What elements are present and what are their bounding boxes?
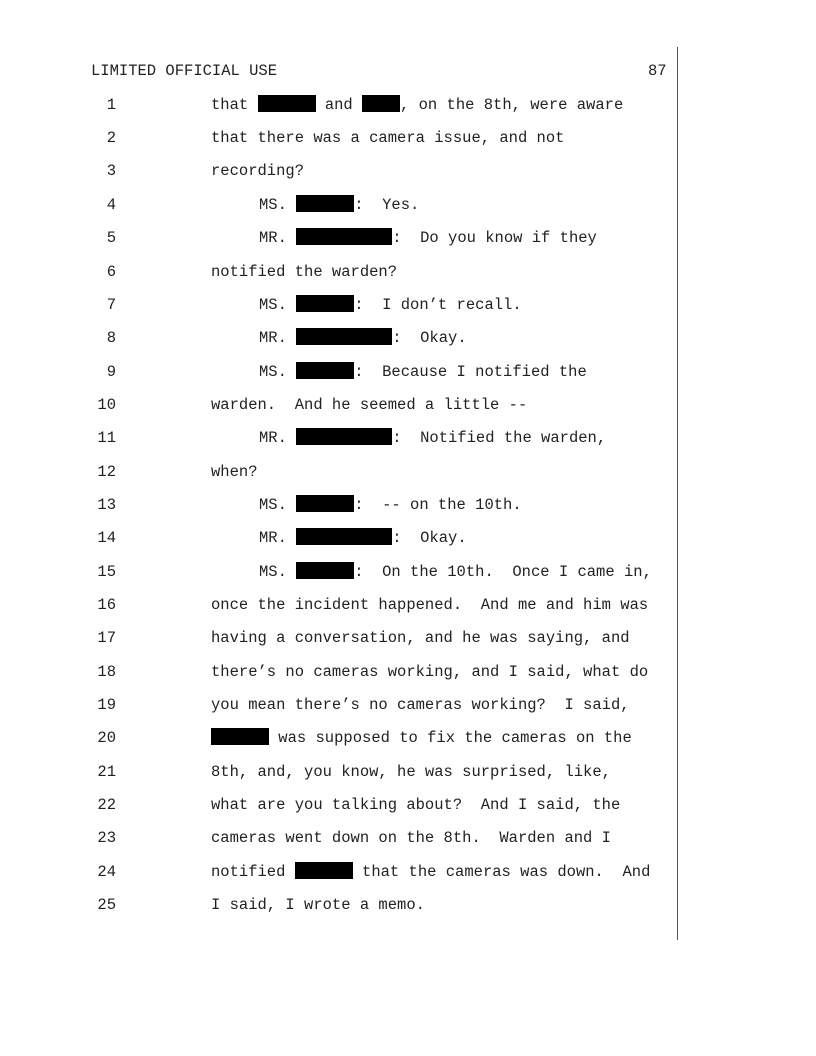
transcript-line: [0, 895, 816, 915]
line-text-segment: having a conversation, and he was saying, and: [211, 629, 630, 647]
line-number: 7: [106, 296, 116, 314]
redaction-box: [296, 228, 392, 245]
redaction-box: [362, 95, 400, 112]
line-text-segment: MS.: [259, 296, 297, 314]
transcript-line: [0, 695, 816, 715]
line-number: 18: [97, 663, 116, 681]
transcript-line: [0, 228, 816, 248]
line-text: [211, 828, 611, 848]
line-text-segment: : Okay.: [392, 529, 467, 547]
line-text-segment: : I don’t recall.: [354, 296, 522, 314]
transcript-line: [0, 662, 816, 682]
line-text-segment: MS.: [259, 196, 297, 214]
redaction-box: [295, 862, 353, 879]
line-text: [211, 395, 527, 415]
line-text-segment: MR.: [259, 429, 297, 447]
line-text: [211, 695, 630, 715]
transcript-line: [0, 428, 816, 448]
line-number: 16: [97, 596, 116, 614]
line-text-segment: notified: [211, 863, 295, 881]
line-text-segment: once the incident happened. And me and him was: [211, 596, 649, 614]
line-number: 13: [97, 496, 116, 514]
line-text: [211, 895, 425, 915]
line-text-segment: , on the 8th, were aware: [400, 96, 624, 114]
line-text: [211, 595, 648, 615]
transcript-line: [0, 795, 816, 815]
transcript-line: [0, 262, 816, 282]
line-number: 24: [97, 863, 116, 881]
line-text: [211, 795, 620, 815]
line-text: [211, 662, 648, 682]
line-text-segment: MS.: [259, 496, 297, 514]
line-text-segment: MR.: [259, 529, 297, 547]
line-number: 2: [106, 129, 116, 147]
line-number: 15: [97, 563, 116, 581]
line-number: 1: [106, 96, 116, 114]
line-text: [259, 428, 606, 448]
line-text: [259, 528, 467, 548]
line-text-segment: 8th, and, you know, he was surprised, like,: [211, 763, 611, 781]
redaction-box: [296, 495, 354, 512]
line-text-segment: : Okay.: [392, 329, 467, 347]
line-text: [259, 295, 522, 315]
line-number: 25: [97, 896, 116, 914]
redaction-box: [296, 195, 354, 212]
line-text: [211, 728, 632, 748]
line-text-segment: that there was a camera issue, and not: [211, 129, 565, 147]
line-text: [259, 228, 597, 248]
line-text-segment: and: [315, 96, 363, 114]
line-number: 12: [97, 463, 116, 481]
line-text: [259, 362, 587, 382]
redaction-box: [296, 528, 392, 545]
line-text-segment: when?: [211, 463, 258, 481]
transcript-line: [0, 562, 816, 582]
line-text: [259, 562, 652, 582]
line-text-segment: : Notified the warden,: [392, 429, 607, 447]
line-text-segment: MS.: [259, 563, 297, 581]
transcript-line: [0, 95, 816, 115]
line-text-segment: MR.: [259, 229, 297, 247]
line-text-segment: : -- on the 10th.: [354, 496, 522, 514]
line-number: 20: [97, 729, 116, 747]
line-text: [211, 862, 650, 882]
redaction-box: [258, 95, 316, 112]
transcript-line: [0, 595, 816, 615]
line-text: [259, 195, 419, 215]
transcript-line: [0, 495, 816, 515]
line-number: 5: [106, 229, 116, 247]
transcript-line: [0, 195, 816, 215]
transcript-line: [0, 862, 816, 882]
line-text-segment: there’s no cameras working, and I said, what do: [211, 663, 649, 681]
redaction-box: [296, 362, 354, 379]
transcript-line: [0, 395, 816, 415]
redaction-box: [296, 562, 354, 579]
line-number: 3: [106, 162, 116, 180]
page-number: 87: [648, 62, 667, 80]
line-number: 23: [97, 829, 116, 847]
transcript-line: [0, 628, 816, 648]
transcript-line: [0, 728, 816, 748]
line-number: 10: [97, 396, 116, 414]
line-text-segment: warden. And he seemed a little --: [211, 396, 528, 414]
line-text: [211, 128, 564, 148]
transcript-line: [0, 295, 816, 315]
line-number: 8: [106, 329, 116, 347]
line-text-segment: what are you talking about? And I said, the: [211, 796, 621, 814]
line-number: 14: [97, 529, 116, 547]
transcript-line: [0, 828, 816, 848]
line-number: 21: [97, 763, 116, 781]
line-number: 11: [97, 429, 116, 447]
line-number: 6: [106, 263, 116, 281]
line-text-segment: that the cameras was down. And: [352, 863, 651, 881]
redaction-box: [296, 295, 354, 312]
line-text-segment: was supposed to fix the cameras on the: [269, 729, 632, 747]
line-text: [211, 762, 611, 782]
transcript-line: [0, 462, 816, 482]
line-text-segment: cameras went down on the 8th. Warden and I: [211, 829, 611, 847]
line-text-segment: : Do you know if they: [392, 229, 597, 247]
line-text: [211, 161, 304, 181]
line-number: 19: [97, 696, 116, 714]
line-text: [259, 495, 522, 515]
transcript-line: [0, 328, 816, 348]
transcript-line: [0, 528, 816, 548]
line-text: [259, 328, 467, 348]
line-number: 9: [106, 363, 116, 381]
line-text-segment: : Because I notified the: [354, 363, 587, 381]
transcript-line: [0, 128, 816, 148]
line-text-segment: : Yes.: [354, 196, 420, 214]
line-text: [211, 262, 397, 282]
redaction-box: [296, 428, 392, 445]
transcript-line: [0, 762, 816, 782]
redaction-box: [296, 328, 392, 345]
line-text: [211, 628, 630, 648]
transcript-line: [0, 161, 816, 181]
line-text-segment: MR.: [259, 329, 297, 347]
line-number: 17: [97, 629, 116, 647]
page-header-classification: LIMITED OFFICIAL USE: [91, 62, 278, 80]
line-text-segment: MS.: [259, 363, 297, 381]
line-number: 22: [97, 796, 116, 814]
line-text-segment: you mean there’s no cameras working? I said,: [211, 696, 630, 714]
line-text-segment: recording?: [211, 162, 305, 180]
line-text-segment: I said, I wrote a memo.: [211, 896, 425, 914]
redaction-box: [211, 728, 269, 745]
line-text: [211, 462, 258, 482]
line-text-segment: that: [211, 96, 258, 114]
line-number: 4: [106, 196, 116, 214]
line-text-segment: : On the 10th. Once I came in,: [354, 563, 652, 581]
line-text-segment: notified the warden?: [211, 263, 398, 281]
transcript-line: [0, 362, 816, 382]
line-text: [211, 95, 623, 115]
